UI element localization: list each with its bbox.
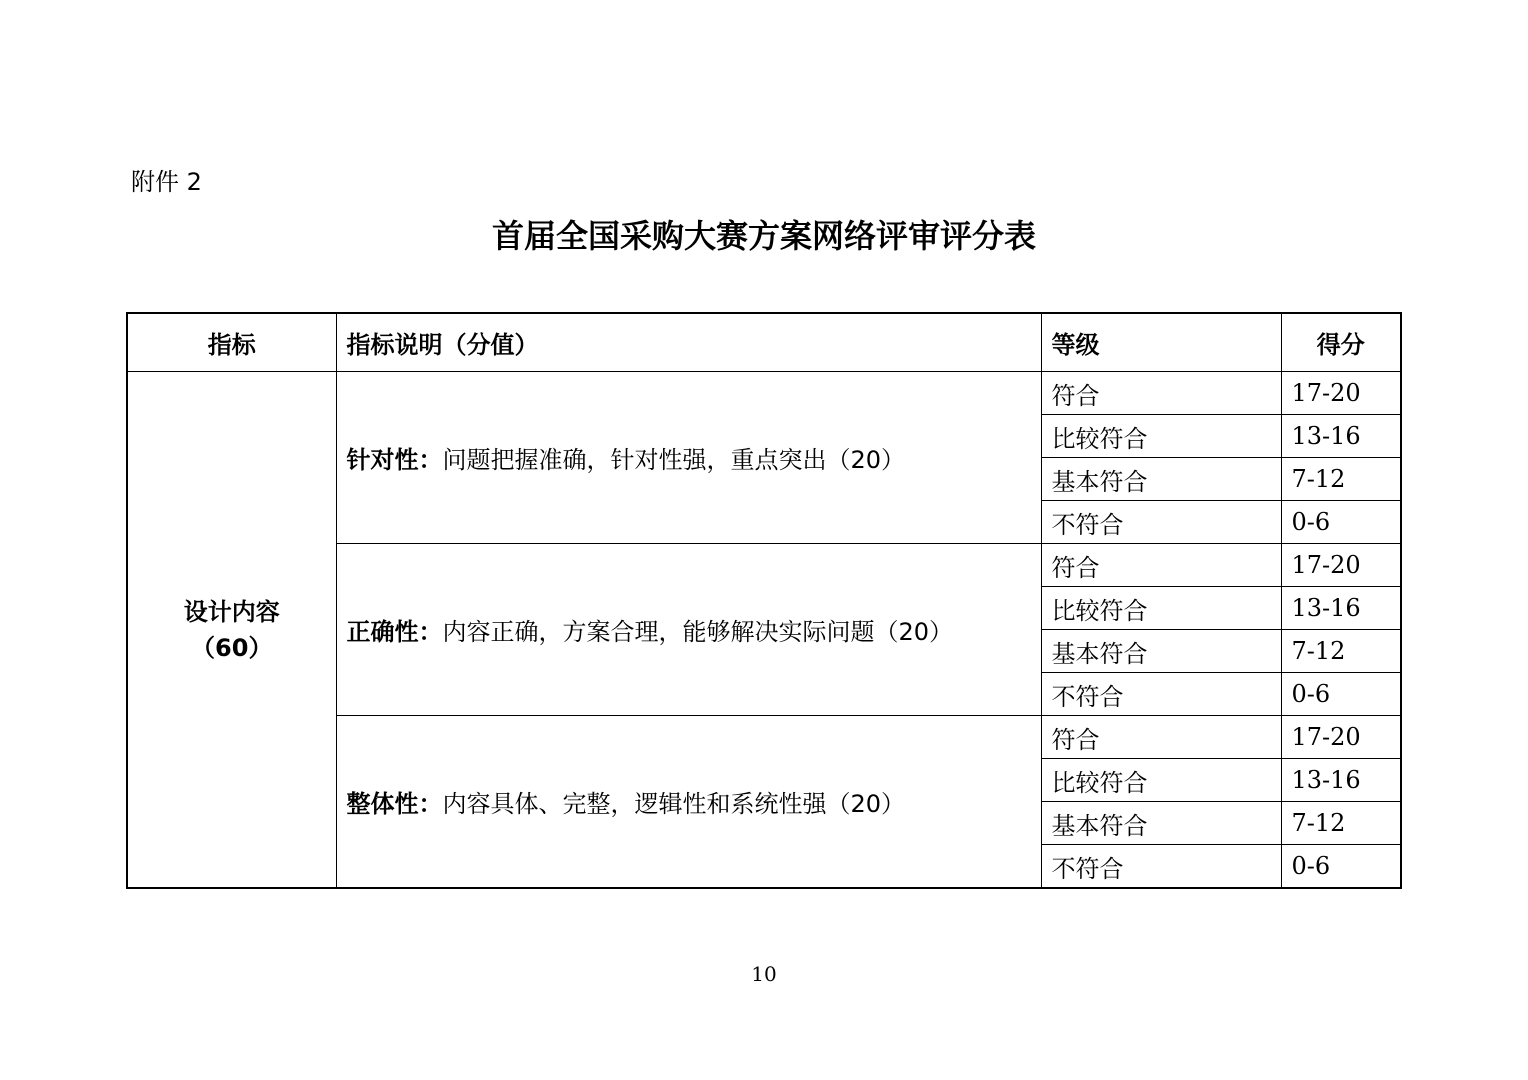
score-range-cell: 13-16: [1281, 587, 1401, 630]
criterion-text: 内容具体、完整，逻辑性和系统性强（20）: [442, 790, 906, 818]
score-range-cell: 0-6: [1281, 501, 1401, 544]
criterion-description: [336, 716, 1041, 889]
score-range-cell: 7-12: [1281, 630, 1401, 673]
page-number: 10: [751, 962, 777, 986]
indicator-cell: [127, 372, 336, 889]
criterion-description: [336, 372, 1041, 544]
score-range-cell: 17-20: [1281, 544, 1401, 587]
level-cell: 符合: [1041, 544, 1281, 587]
header-level: 等级: [1041, 313, 1281, 372]
score-range-cell: 7-12: [1281, 458, 1401, 501]
score-range-cell: 13-16: [1281, 759, 1401, 802]
scoring-table: [126, 312, 1402, 889]
level-cell: 比较符合: [1041, 759, 1281, 802]
indicator-name: 设计内容: [183, 597, 280, 626]
criterion-label: 整体性：: [346, 790, 443, 818]
level-cell: 比较符合: [1041, 415, 1281, 458]
level-cell: 不符合: [1041, 501, 1281, 544]
score-range-cell: 7-12: [1281, 802, 1401, 845]
criterion-label: 针对性：: [346, 446, 443, 474]
level-cell: 不符合: [1041, 673, 1281, 716]
header-indicator: 指标: [127, 313, 336, 372]
level-cell: 基本符合: [1041, 458, 1281, 501]
header-description: 指标说明（分值）: [336, 313, 1041, 372]
score-range-cell: 13-16: [1281, 415, 1401, 458]
attachment-label: 附件 2: [131, 168, 202, 196]
score-range-cell: 17-20: [1281, 372, 1401, 415]
level-cell: 比较符合: [1041, 587, 1281, 630]
criterion-label: 正确性：: [346, 618, 443, 646]
score-range-cell: 17-20: [1281, 716, 1401, 759]
criterion-text: 问题把握准确，针对性强，重点突出（20）: [442, 446, 906, 474]
header-score: 得分: [1281, 313, 1401, 372]
table-header-row: [127, 313, 1401, 372]
indicator-score: （60）: [191, 633, 273, 662]
level-cell: 基本符合: [1041, 802, 1281, 845]
page-title: 首届全国采购大赛方案网络评审评分表: [491, 217, 1036, 255]
criterion-text: 内容正确，方案合理，能够解决实际问题（20）: [442, 618, 954, 646]
level-cell: 符合: [1041, 716, 1281, 759]
criterion-description: [336, 544, 1041, 716]
table-row: [127, 372, 1401, 415]
level-cell: 基本符合: [1041, 630, 1281, 673]
level-cell: 符合: [1041, 372, 1281, 415]
level-cell: 不符合: [1041, 845, 1281, 889]
score-range-cell: 0-6: [1281, 845, 1401, 889]
score-range-cell: 0-6: [1281, 673, 1401, 716]
